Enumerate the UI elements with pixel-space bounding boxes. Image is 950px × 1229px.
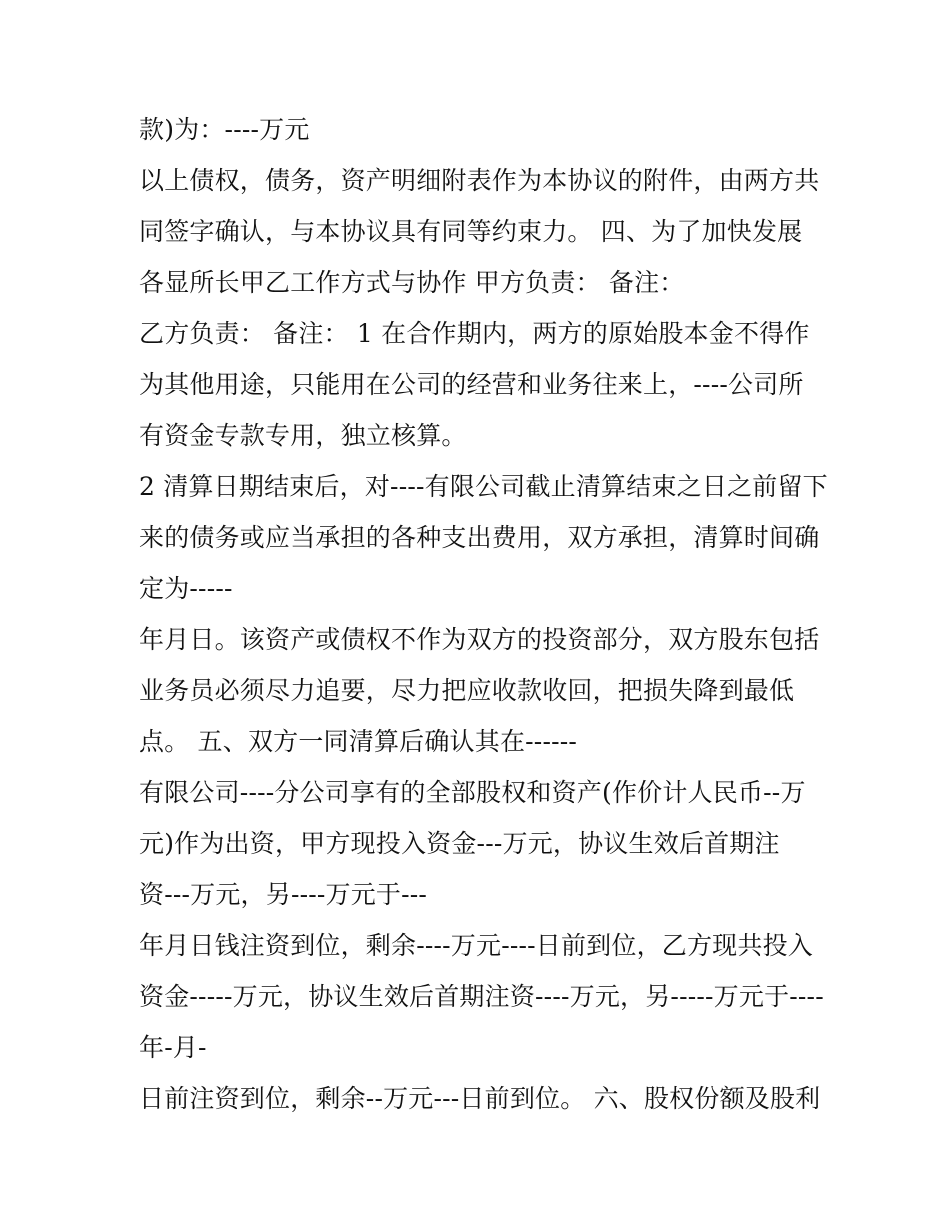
text-line: 点。 五、双方一同清算后确认其在------ — [139, 727, 578, 756]
text-line: 有资金专款专用，独立核算。 — [139, 421, 467, 450]
text-line: 乙方负责： 备注： 1 在合作期内，两方的原始股本金不得作 — [139, 319, 810, 348]
text-line: 业务员必须尽力追要，尽力把应收款收回，把损失降到最低 — [139, 676, 795, 705]
text-line: 资---万元，另----万元于--- — [139, 880, 428, 909]
text-line: 同签字确认，与本协议具有同等约束力。 四、为了加快发展 — [139, 217, 803, 246]
text-line: 年月日。该资产或债权不作为双方的投资部分，双方股东包括 — [139, 625, 820, 654]
text-line: 2 清算日期结束后，对----有限公司截止清算结束之日之前留下 — [139, 472, 828, 501]
text-line: 元)作为出资，甲方现投入资金---万元，协议生效后首期注 — [139, 829, 780, 858]
text-line: 以上债权，债务，资产明细附表作为本协议的附件，由两方共 — [139, 166, 820, 195]
document-body — [139, 107, 829, 1127]
text-line: 来的债务或应当承担的各种支出费用，双方承担，清算时间确 — [139, 523, 820, 552]
text-line: 日前注资到位，剩余--万元---日前到位。 六、股权份额及股利 — [139, 1084, 821, 1113]
text-line: 为其他用途，只能用在公司的经营和业务往来上，----公司所 — [139, 370, 804, 399]
text-line: 定为----- — [139, 574, 233, 603]
text-line: 年-月- — [139, 1033, 207, 1062]
text-line: 年月日钱注资到位，剩余----万元----日前到位，乙方现共投入 — [139, 931, 813, 960]
text-line: 款)为：----万元 — [139, 115, 310, 144]
text-line: 各显所长甲乙工作方式与协作 甲方负责： 备注： — [139, 268, 685, 297]
text-line: 有限公司----分公司享有的全部股权和资产(作价计人民币--万 — [139, 778, 806, 807]
text-line: 资金-----万元，协议生效后首期注资----万元，另-----万元于---- — [139, 982, 824, 1011]
